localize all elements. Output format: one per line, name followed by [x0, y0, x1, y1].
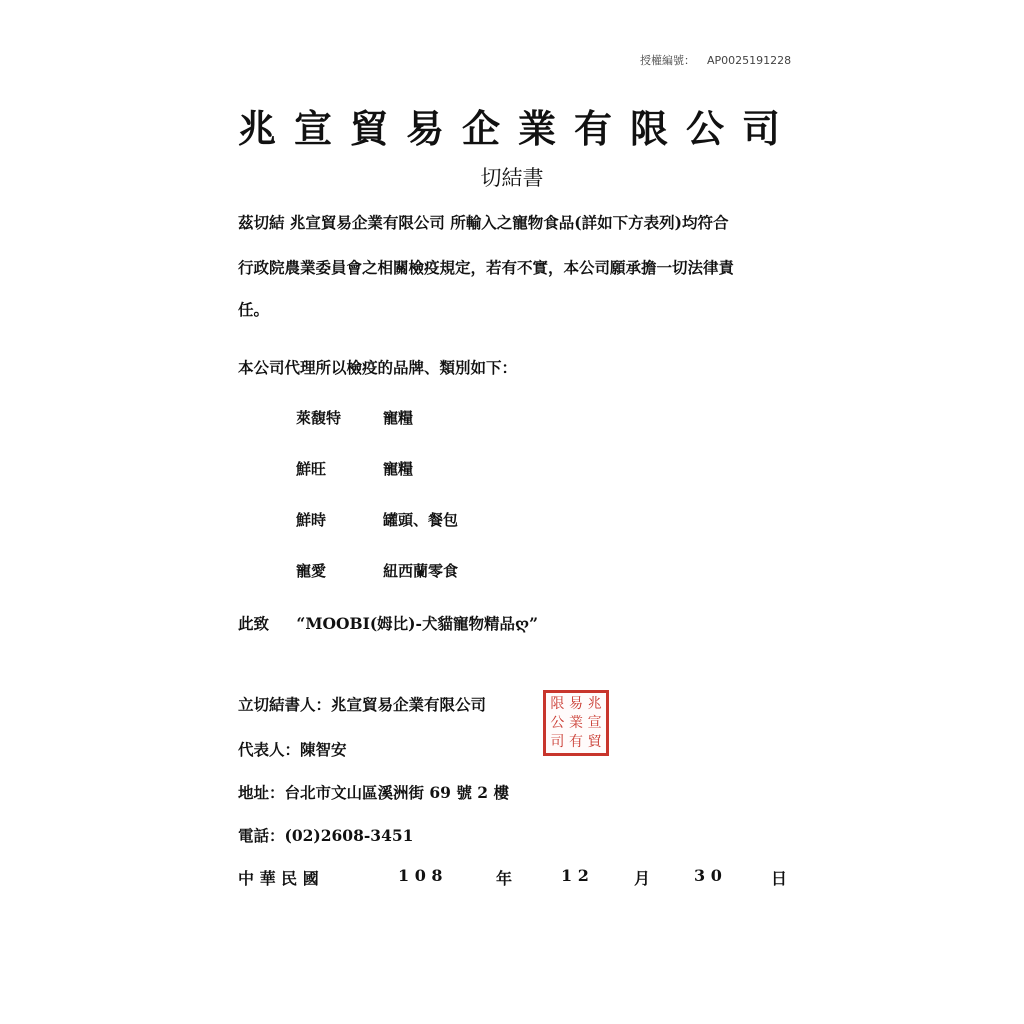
- brand-row: [296, 509, 459, 530]
- brand-name: 鮮旺: [296, 460, 327, 478]
- date-era: 中 華 民 國: [238, 869, 319, 888]
- addressee-name: “MOOBI(姆比)-犬貓寵物精品ღ”: [296, 614, 538, 633]
- authorization-label: 授權編號：: [640, 54, 695, 67]
- document-title: 切結書: [480, 166, 544, 190]
- date-month-unit: 月: [634, 869, 651, 888]
- seal-glyph: 司: [550, 733, 565, 750]
- seal-glyph: 兆: [587, 696, 602, 713]
- statement-line-3: 任。: [238, 300, 270, 319]
- representative: 代表人：陳智安: [238, 740, 347, 759]
- seal-glyph: 宣: [587, 714, 602, 731]
- phone: 電話：(02)2608-3451: [238, 826, 414, 845]
- brands-intro: 本公司代理所以檢疫的品牌、類別如下：: [238, 358, 518, 377]
- brand-name: 鮮時: [296, 511, 327, 529]
- date-day-unit: 日: [771, 869, 788, 888]
- signatory: 立切結書人：兆宣貿易企業有限公司: [238, 695, 487, 714]
- authorization-value: AP0025191228: [707, 54, 792, 67]
- brand-row: [296, 458, 414, 479]
- authorization-number: [640, 52, 791, 68]
- brand-row: [296, 407, 414, 428]
- address: 地址：台北市文山區溪洲街 69 號 2 樓: [238, 783, 509, 802]
- company-title: 兆宣貿易企業有限公司: [237, 107, 798, 151]
- date-day: 3 0: [694, 866, 722, 885]
- brand-category: 罐頭、餐包: [383, 511, 459, 529]
- seal-glyph: 有: [568, 733, 583, 750]
- brand-category: 寵糧: [383, 409, 414, 427]
- seal-glyph: 易: [568, 696, 583, 713]
- seal-glyph: 限: [550, 696, 565, 713]
- date-month: 1 2: [561, 866, 589, 885]
- date-year: 1 0 8: [398, 866, 443, 885]
- addressee-label: 此致: [238, 614, 270, 633]
- statement-line-1: 茲切結 兆宣貿易企業有限公司 所輸入之寵物食品(詳如下方表列)均符合: [238, 213, 729, 232]
- company-seal: [543, 690, 609, 756]
- statement-line-2: 行政院農業委員會之相關檢疫規定，若有不實，本公司願承擔一切法律責: [238, 258, 735, 277]
- brand-category: 寵糧: [383, 460, 414, 478]
- seal-glyph: 貿: [587, 733, 602, 750]
- date-year-unit: 年: [496, 869, 513, 888]
- brand-name: 萊馥特: [296, 409, 342, 427]
- brand-row: [296, 560, 459, 581]
- seal-glyph: 業: [568, 714, 583, 731]
- brand-category: 紐西蘭零食: [383, 562, 459, 580]
- seal-glyph: 公: [550, 714, 565, 731]
- addressee-line: [238, 612, 538, 634]
- brand-name: 寵愛: [296, 562, 327, 580]
